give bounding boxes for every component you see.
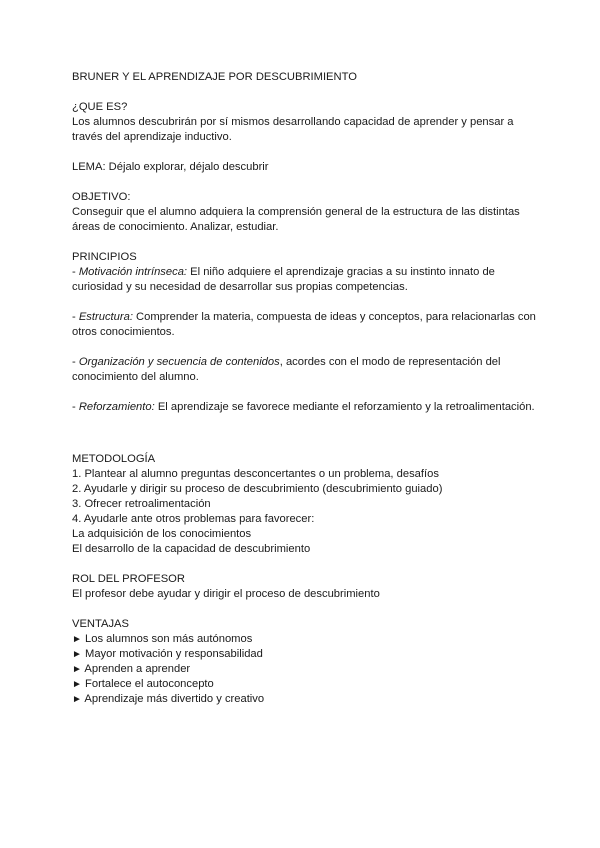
document-title: BRUNER Y EL APRENDIZAJE POR DESCUBRIMIENTO: [72, 71, 357, 83]
principio-item: [72, 265, 542, 295]
rol-text: El profesor debe ayudar y dirigir el proceso de descubrimiento: [72, 588, 380, 600]
ventaja-text: Aprenden a aprender: [84, 663, 191, 675]
section-principios: [72, 250, 542, 415]
rol-heading: ROL DEL PROFESOR: [72, 573, 185, 585]
metodologia-line: El desarrollo de la capacidad de descubrimiento: [72, 543, 311, 555]
principio-text: El aprendizaje se favorece mediante el reforzamiento y la retroalimentación.: [154, 401, 535, 413]
ventaja-item: [72, 632, 542, 647]
triangle-bullet-icon: ►: [72, 664, 82, 675]
triangle-bullet-icon: ►: [72, 679, 82, 690]
principio-text: El niño adquiere el aprendizaje gracias a su instinto innato de curiosidad y su necesidad de desarrollar sus propias competencias.: [72, 266, 495, 293]
metodologia-line: 4. Ayudarle ante otros problemas para favorecer:: [72, 513, 315, 525]
principio-prefix: -: [72, 356, 79, 368]
ventaja-text: Los alumnos son más autónomos: [85, 633, 253, 645]
ventaja-item: [72, 677, 542, 692]
principio-prefix: -: [72, 401, 79, 413]
ventaja-text: Aprendizaje más divertido y creativo: [84, 693, 265, 705]
section-rol: [72, 572, 542, 602]
objetivo-text: Conseguir que el alumno adquiera la comprensión general de la estructura de las distintas áreas de conocimiento. Analizar, estudiar.: [72, 206, 520, 233]
triangle-bullet-icon: ►: [72, 634, 82, 645]
principio-item: [72, 400, 542, 415]
lema-text: LEMA: Déjalo explorar, déjalo descubrir: [72, 161, 269, 173]
ventaja-text: Fortalece el autoconcepto: [85, 678, 214, 690]
principios-heading: PRINCIPIOS: [72, 251, 137, 263]
principio-term: Reforzamiento:: [78, 401, 155, 413]
objetivo-heading: OBJETIVO:: [72, 191, 131, 203]
principio-prefix: -: [72, 266, 79, 278]
ventajas-heading: VENTAJAS: [72, 618, 129, 630]
principio-text: , acordes con el modo de representación del conocimiento del alumno.: [72, 356, 501, 383]
ventaja-item: [72, 692, 542, 707]
ventaja-text: Mayor motivación y responsabilidad: [85, 648, 263, 660]
document-body: [72, 70, 542, 707]
ventaja-item: [72, 662, 542, 677]
metodologia-line: La adquisición de los conocimientos: [72, 528, 252, 540]
ventaja-item: [72, 647, 542, 662]
section-ventajas: [72, 617, 542, 707]
principio-text: Comprender la materia, compuesta de ideas y conceptos, para relacionarlas con otros conocimientos.: [72, 311, 536, 338]
que-es-heading: ¿QUE ES?: [72, 101, 128, 113]
que-es-text: Los alumnos descubrirán por sí mismos desarrollando capacidad de aprender y pensar a través del aprendizaje inductivo.: [72, 116, 514, 143]
principio-term: Organización y secuencia de contenidos: [78, 356, 280, 368]
principio-item: [72, 310, 542, 340]
section-lema: [72, 160, 542, 175]
section-que-es: [72, 100, 542, 145]
triangle-bullet-icon: ►: [72, 649, 82, 660]
triangle-bullet-icon: ►: [72, 694, 82, 705]
section-objetivo: [72, 190, 542, 235]
principio-item: [72, 355, 542, 385]
principio-term: Estructura:: [78, 311, 133, 323]
section-metodologia: [72, 452, 542, 557]
metodologia-line: 1. Plantear al alumno preguntas desconcertantes o un problema, desafíos: [72, 468, 439, 480]
principio-prefix: -: [72, 311, 79, 323]
metodologia-line: 3. Ofrecer retroalimentación: [72, 498, 211, 510]
metodologia-heading: METODOLOGÍA: [72, 453, 156, 465]
metodologia-line: 2. Ayudarle y dirigir su proceso de descubrimiento (descubrimiento guiado): [72, 483, 443, 495]
principio-term: Motivación intrínseca:: [78, 266, 188, 278]
